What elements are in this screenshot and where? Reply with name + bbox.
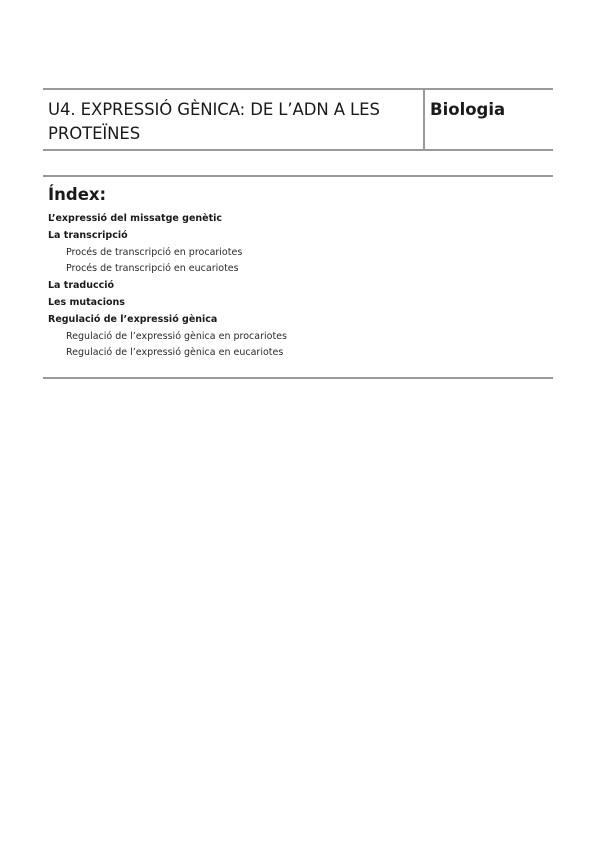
toc-item-regulacio[interactable]: Regulació de l’expressió gènica: [48, 313, 218, 325]
toc-list: [48, 211, 553, 362]
toc-item-mutacions[interactable]: Les mutacions: [48, 296, 125, 308]
subject-name: Biologia: [430, 100, 506, 119]
toc-subitem-regulacio-procariotes[interactable]: Regulació de l’expressió gènica en procariotes: [66, 330, 287, 342]
unit-title: [48, 98, 419, 146]
unit-title-line-1: U4. EXPRESSIÓ GÈNICA: DE L’ADN A LES: [48, 100, 380, 119]
index-title: Índex:: [48, 185, 107, 204]
document-header: [43, 88, 553, 151]
toc-item-traduccio[interactable]: La traducció: [48, 280, 115, 292]
toc-subitem-regulacio-eucariotes[interactable]: Regulació de l’expressió gènica en eucariotes: [66, 347, 284, 359]
toc-item-transcripcio[interactable]: La transcripció: [48, 229, 128, 241]
toc-item-expressio-missatge[interactable]: L’expressió del missatge genètic: [48, 213, 223, 224]
header-title-cell: [43, 90, 425, 149]
toc-subitem-transcripcio-procariotes[interactable]: Procés de transcripció en procariotes: [66, 246, 243, 258]
table-of-contents: [43, 175, 553, 379]
header-subject-cell: [425, 90, 553, 149]
unit-title-line-2: PROTEÏNES: [48, 124, 141, 143]
toc-subitem-transcripcio-eucariotes[interactable]: Procés de transcripció en eucariotes: [66, 263, 239, 275]
